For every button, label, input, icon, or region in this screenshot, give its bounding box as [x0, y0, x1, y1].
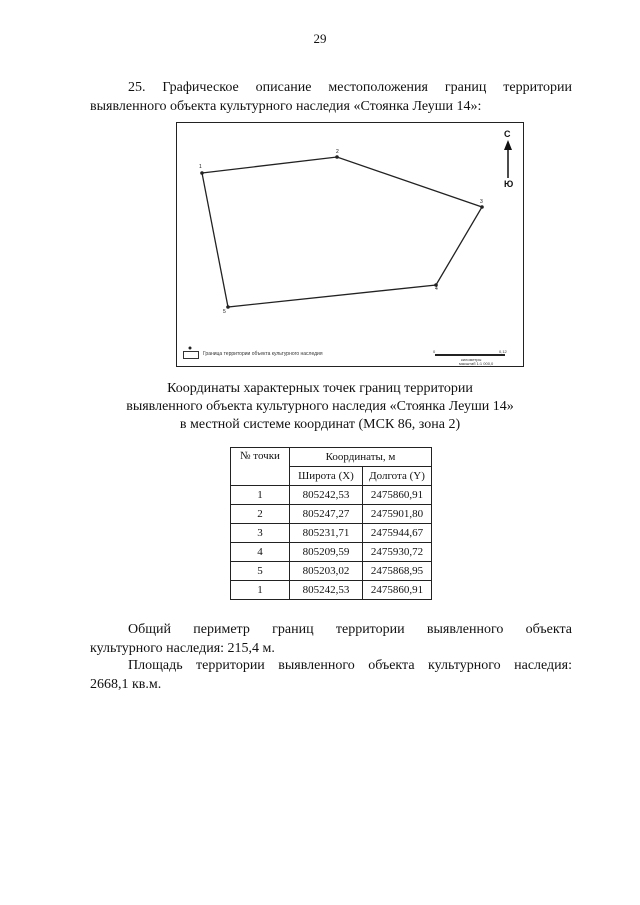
scale-start-label: 0 [433, 349, 436, 354]
boundary-point-5-marker [226, 305, 230, 309]
perimeter-line-2: культурного наследия: 215,4 м. [90, 641, 275, 656]
heading-line-1: 25. Графическое описание местоположения границ территории [128, 80, 572, 95]
area-line-1: Площадь территории выявленного объекта культурного наследия: [128, 658, 572, 673]
boundary-point-3-marker [480, 205, 484, 209]
table-row [231, 524, 432, 543]
north-arrow-head [504, 140, 512, 150]
cell-y: 2475901,80 [363, 505, 432, 524]
scale-bar [433, 349, 517, 367]
header-latitude-x: Широта (X) [290, 467, 363, 486]
table-caption [0, 380, 640, 434]
perimeter-paragraph [90, 620, 572, 658]
boundary-map-drawing [177, 123, 525, 368]
point-label-5: 5 [223, 309, 226, 315]
area-paragraph [90, 656, 572, 694]
point-label-4: 4 [435, 286, 438, 292]
point-label-1: 1 [199, 164, 202, 170]
table-row [231, 581, 432, 600]
caption-line-2: выявленного объекта культурного наследия «Стоянка Леуши 14» [126, 399, 514, 414]
coordinates-table [230, 447, 432, 600]
cell-x: 805247,27 [290, 505, 363, 524]
boundary-point-1-marker [200, 171, 204, 175]
scale-ratio-label: масштаб 1:1 000,0 [459, 361, 494, 366]
table-row [231, 505, 432, 524]
scale-end-label: 0,12 [499, 349, 507, 354]
point-label-3: 3 [480, 199, 483, 205]
header-point-number: № точки [231, 448, 290, 486]
cell-y: 2475860,91 [363, 486, 432, 505]
header-longitude-y: Долгота (Y) [363, 467, 432, 486]
legend-marker [189, 347, 192, 350]
caption-line-1: Координаты характерных точек границ территории [167, 381, 473, 396]
legend-label: Граница территории объекта культурного наследия [203, 351, 323, 357]
caption-line-3: в местной системе координат (МСК 86, зона 2) [179, 417, 461, 432]
cell-x: 805242,53 [290, 486, 363, 505]
cell-x: 805203,02 [290, 562, 363, 581]
point-label-2: 2 [336, 149, 339, 155]
cell-x: 805231,71 [290, 524, 363, 543]
cell-point: 4 [231, 543, 290, 562]
cell-point: 5 [231, 562, 290, 581]
cell-point: 3 [231, 524, 290, 543]
table-row [231, 543, 432, 562]
perimeter-line-1: Общий периметр границ территории выявленного объекта [128, 622, 572, 637]
territory-boundary-polygon [202, 157, 482, 307]
table-row [231, 486, 432, 505]
legend-swatch [183, 351, 199, 359]
table-header-row [231, 448, 432, 467]
area-line-2: 2668,1 кв.м. [90, 677, 162, 692]
header-coordinates: Координаты, м [290, 448, 432, 467]
scale-unit-label: километры [461, 357, 482, 362]
cell-point: 1 [231, 486, 290, 505]
boundary-map [176, 122, 524, 367]
section-heading [90, 78, 572, 116]
compass-north-label: С [504, 129, 511, 139]
cell-y: 2475944,67 [363, 524, 432, 543]
scale-bar-line [435, 354, 505, 356]
cell-x: 805242,53 [290, 581, 363, 600]
cell-point: 1 [231, 581, 290, 600]
cell-y: 2475930,72 [363, 543, 432, 562]
boundary-point-2-marker [335, 155, 339, 159]
table-row [231, 562, 432, 581]
cell-x: 805209,59 [290, 543, 363, 562]
cell-y: 2475860,91 [363, 581, 432, 600]
compass-south-label: Ю [504, 179, 514, 189]
page-number: 29 [313, 31, 327, 46]
cell-point: 2 [231, 505, 290, 524]
heading-line-2: выявленного объекта культурного наследия «Стоянка Леуши 14»: [90, 99, 482, 114]
cell-y: 2475868,95 [363, 562, 432, 581]
